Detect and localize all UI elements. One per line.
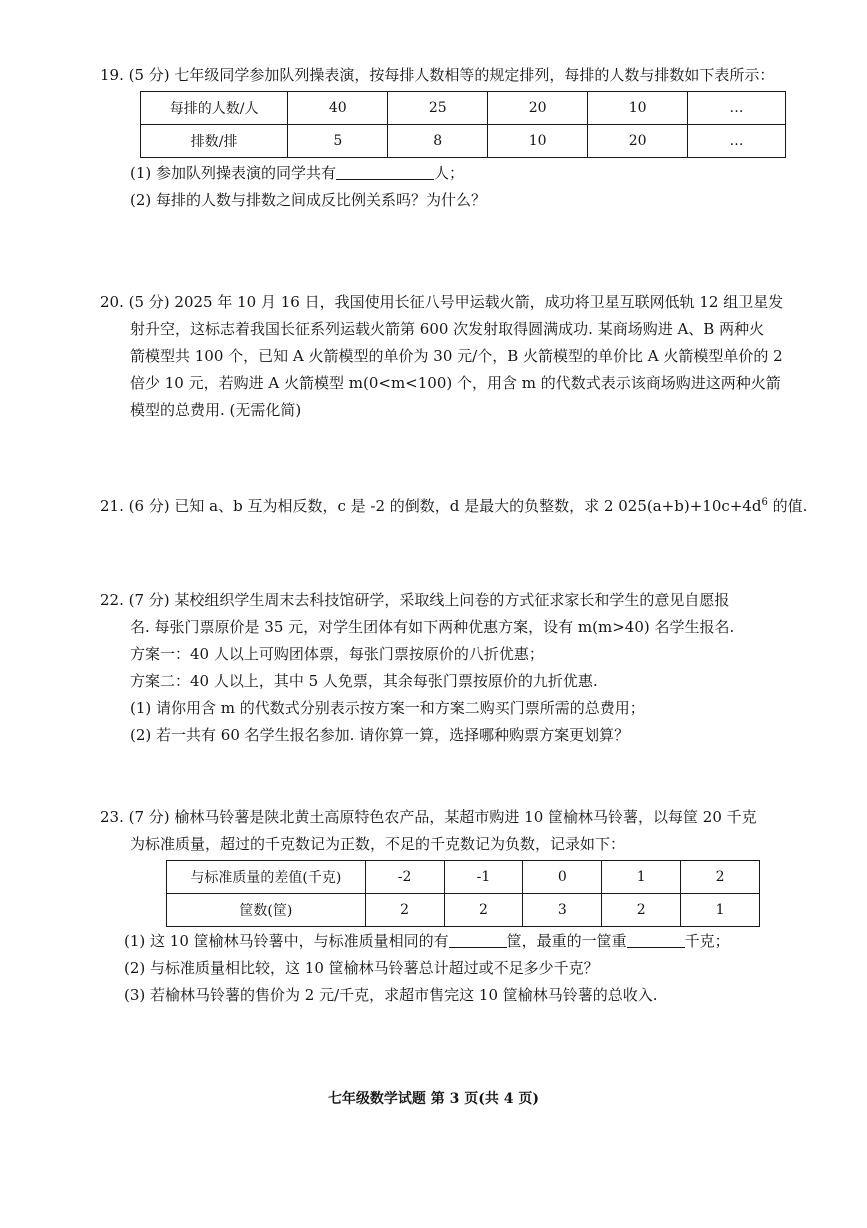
- table-cell: 与标准质量的差值(千克): [167, 861, 366, 894]
- table-cell: 2: [444, 894, 523, 927]
- q23-part1-mid: 筐，最重的一筐重: [506, 932, 627, 950]
- table-cell: 排数/排: [141, 125, 288, 158]
- q19-table: [140, 91, 786, 158]
- question-23: [100, 804, 757, 858]
- q22-line: (1) 请你用含 m 的代数式分别表示按方案一和方案二购买门票所需的总费用；: [130, 699, 645, 717]
- q20-line: 模型的总费用. (无需化简): [130, 401, 302, 419]
- table-cell: 10: [588, 92, 688, 125]
- q22-line: (2) 若一共有 60 名学生报名参加. 请你算一算，选择哪种购票方案更划算？: [130, 726, 630, 744]
- q22-line: 名. 每张门票原价是 35 元，对学生团体有如下两种优惠方案，设有 m(m>40) 名学生报名.: [130, 618, 735, 636]
- table-cell: 2: [602, 894, 681, 927]
- q19-part1: [130, 160, 486, 187]
- table-cell: 筐数(筐): [167, 894, 366, 927]
- q23-line: 为标准质量，超过的千克数记为正数，不足的千克数记为负数，记录如下：: [130, 835, 626, 853]
- q23-part1-unit: 千克；: [684, 932, 730, 950]
- table-cell: 25: [388, 92, 488, 125]
- table-cell: 1: [602, 861, 681, 894]
- question-19: [100, 62, 774, 89]
- q22-line: 22. (7 分) 某校组织学生周末去科技馆研学，采取线上问卷的方式征求家长和学生的意见自愿报: [100, 591, 730, 609]
- table-row: [167, 861, 760, 894]
- table-cell: 10: [488, 125, 588, 158]
- q20-line: 射升空，这标志着我国长征系列运载火箭第 600 次发射取得圆满成功. 某商场购进 A、B 两种火: [130, 320, 765, 338]
- q20-line: 倍少 10 元，若购进 A 火箭模型 m(0<m<100) 个，用含 m 的代数式表示该商场购进这两种火箭: [130, 374, 781, 392]
- table-cell: 1: [681, 894, 760, 927]
- q19-part1-unit: 人；: [434, 164, 465, 182]
- answer-blank[interactable]: [627, 931, 685, 948]
- table-cell: 5: [288, 125, 388, 158]
- q21-line: [100, 489, 807, 520]
- answer-blank[interactable]: [336, 163, 434, 180]
- table-row: [141, 125, 786, 158]
- q23-line: 23. (7 分) 榆林马铃薯是陕北黄土高原特色农产品，某超市购进 10 筐榆林马铃薯，以每筐 20 千克: [100, 808, 757, 826]
- table-cell: 3: [523, 894, 602, 927]
- question-20: [100, 289, 783, 424]
- table-cell: 每排的人数/人: [141, 92, 288, 125]
- q21-exponent: 6: [761, 497, 768, 508]
- table-row: [167, 894, 760, 927]
- q19-part2: (2) 每排的人数与排数之间成反比例关系吗？为什么？: [130, 191, 487, 209]
- table-cell: 2: [681, 861, 760, 894]
- question-21: [100, 489, 807, 520]
- q19-part1-text: (1) 参加队列操表演的同学共有: [130, 164, 337, 182]
- table-row: [141, 92, 786, 125]
- q23-part3: (3) 若榆林马铃薯的售价为 2 元/千克，求超市售完这 10 筐榆林马铃薯的总收入.: [124, 986, 658, 1004]
- q22-line: 方案一：40 人以上可购团体票，每张门票按原价的八折优惠；: [130, 645, 544, 663]
- q21-text: 21. (6 分) 已知 a、b 互为相反数，c 是 -2 的倒数，d 是最大的负整数，求 2 025(a+b)+10c+4d: [100, 497, 762, 515]
- q23-part1-text: (1) 这 10 筐榆林马铃薯中，与标准质量相同的有: [124, 932, 449, 950]
- table-cell: 40: [288, 92, 388, 125]
- question-19-parts: [130, 160, 486, 214]
- q20-line: 箭模型共 100 个，已知 A 火箭模型的单价为 30 元/个，B 火箭模型的单价比 A 火箭模型单价的 2: [130, 347, 783, 365]
- q23-part1: [124, 928, 730, 955]
- q21-tail: 的值.: [767, 497, 808, 515]
- table-cell: …: [688, 92, 786, 125]
- table-cell: -2: [365, 861, 444, 894]
- table-cell: 8: [388, 125, 488, 158]
- q20-line: 20. (5 分) 2025 年 10 月 16 日，我国使用长征八号甲运载火箭，成功将卫星互联网低轨 12 组卫星发: [100, 293, 784, 311]
- page-footer: 七年级数学试题 第 3 页(共 4 页): [327, 1091, 540, 1107]
- question-22: [100, 587, 734, 749]
- table-cell: 20: [588, 125, 688, 158]
- q22-line: 方案二：40 人以上，其中 5 人免票，其余每张门票按原价的九折优惠.: [130, 672, 598, 690]
- question-19-stem: 19. (5 分) 七年级同学参加队列操表演，按每排人数相等的规定排列，每排的人数与排数如下表所示：: [100, 66, 775, 84]
- table-cell: 20: [488, 92, 588, 125]
- q23-part2: (2) 与标准质量相比较，这 10 筐榆林马铃薯总计超过或不足多少千克？: [124, 959, 599, 977]
- table-cell: 2: [365, 894, 444, 927]
- q23-table: [166, 860, 760, 927]
- answer-blank[interactable]: [449, 931, 507, 948]
- table-cell: …: [688, 125, 786, 158]
- table-cell: 0: [523, 861, 602, 894]
- table-cell: -1: [444, 861, 523, 894]
- question-23-parts: [124, 928, 730, 1009]
